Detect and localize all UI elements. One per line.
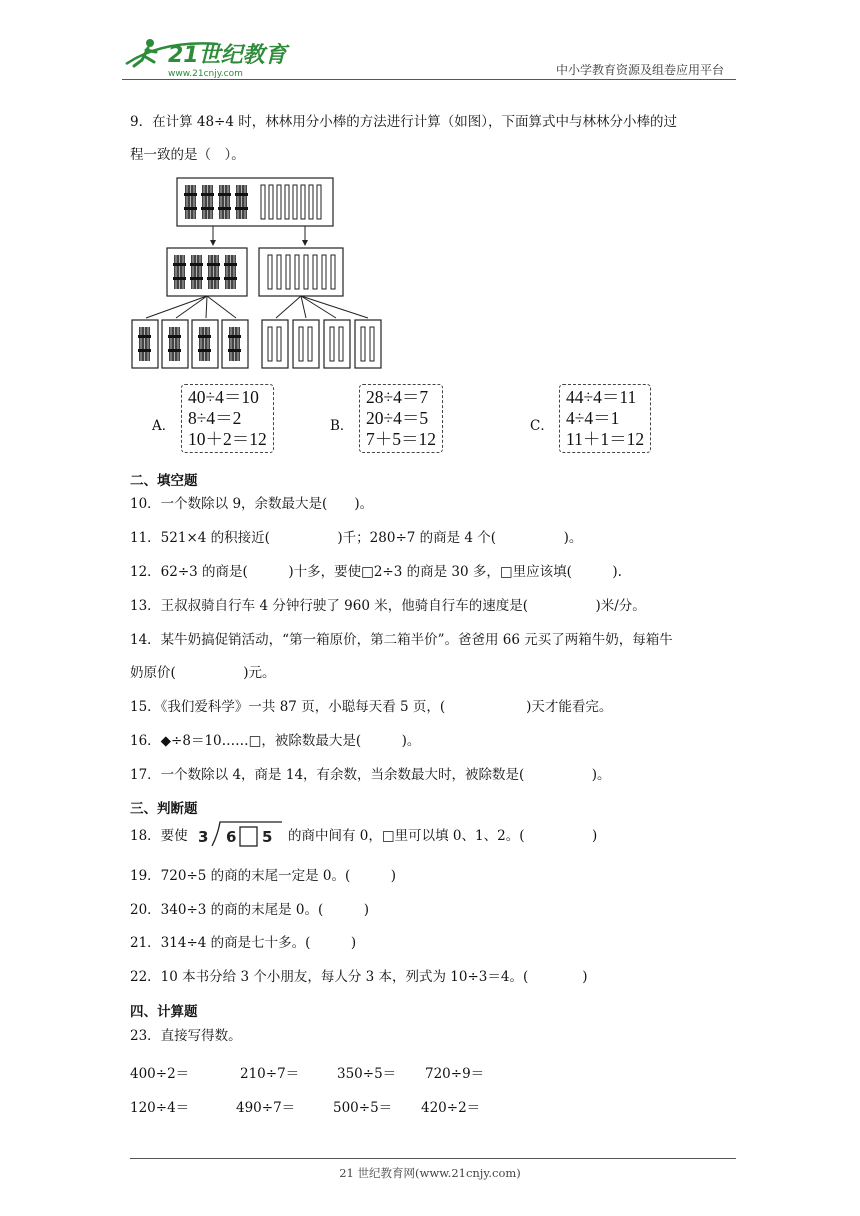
q17: 17．一个数除以 4，商是 14，有余数，当余数最大时，被除数是( )。	[130, 767, 611, 783]
option-b-letter[interactable]: B．	[330, 418, 354, 434]
ld-divisor: 3	[198, 828, 209, 846]
q14-line2: 奶原价( )元。	[130, 665, 276, 681]
calc-r1-c2: 210÷7＝	[240, 1066, 300, 1082]
q20: 20．340÷3 的商的末尾是 0。( )	[130, 902, 370, 918]
q19: 19．720÷5 的商的末尾一定是 0。( )	[130, 868, 397, 884]
option-b-box[interactable]	[359, 384, 443, 453]
q16: 16．◆÷8＝10……□，被除数最大是( )。	[130, 733, 421, 749]
option-b-eq1: 28÷4＝7	[366, 387, 429, 407]
q23-title: 23．直接写得数。	[130, 1028, 242, 1044]
option-b-eq3: 7＋5＝12	[366, 429, 436, 449]
q18-prefix: 18．要使	[130, 828, 188, 844]
q14-line1: 14．某牛奶搞促销活动，“第一箱原价，第二箱半价”。爸爸用 66 元买了两箱牛奶，每箱牛	[130, 632, 673, 648]
option-a-eq1: 40÷4＝10	[188, 387, 259, 407]
logo-text: 21世纪教育	[168, 43, 287, 68]
header-platform-text: 中小学教育资源及组卷应用平台	[555, 63, 724, 77]
q21: 21．314÷4 的商是七十多。( )	[130, 935, 357, 951]
q22: 22．10 本书分给 3 个小朋友，每人分 3 本，列式为 10÷3＝4。( )	[130, 969, 588, 985]
option-c-box[interactable]	[559, 384, 651, 453]
option-c-eq1: 44÷4＝11	[566, 387, 637, 407]
option-b-eq2: 20÷4＝5	[366, 408, 429, 428]
option-a-eq3: 10＋2＝12	[188, 429, 267, 449]
ld-digit-3: 5	[262, 828, 273, 846]
calc-r2-c1: 120÷4＝	[130, 1100, 190, 1116]
stick-division-figure	[130, 174, 386, 372]
q10: 10．一个数除以 9，余数最大是( )。	[130, 496, 374, 512]
footer-divider	[130, 1158, 736, 1159]
option-a-eq2: 8÷4＝2	[188, 408, 242, 428]
logo-url: www.21cnjy.com	[168, 69, 243, 79]
footer-text[interactable]: 21 世纪教育网(www.21cnjy.com)	[339, 1166, 521, 1180]
option-a-box[interactable]	[181, 384, 274, 453]
calc-r1-c4: 720÷9＝	[425, 1066, 485, 1082]
q13: 13．王叔叔骑自行车 4 分钟行驶了 960 米，他骑自行车的速度是( )米/分。	[130, 598, 646, 614]
section-calc-title: 四、计算题	[130, 1004, 198, 1020]
option-a-letter[interactable]: A．	[152, 418, 176, 434]
q15: 15．《我们爱科学》一共 87 页，小聪每天看 5 页，( )天才能看完。	[130, 699, 613, 715]
option-c-letter[interactable]: C．	[530, 418, 554, 434]
section-judge-title: 三、判断题	[130, 801, 198, 817]
option-c-eq3: 11＋1＝12	[566, 429, 645, 449]
q9-line2: 程一致的是（ ）。	[130, 147, 245, 163]
calc-r1-c1: 400÷2＝	[130, 1066, 190, 1082]
q18-suffix: 的商中间有 0，□里可以填 0、1、2。( )	[288, 828, 598, 844]
calc-r2-c2: 490÷7＝	[236, 1100, 296, 1116]
calc-r2-c4: 420÷2＝	[421, 1100, 481, 1116]
calc-r2-c3: 500÷5＝	[333, 1100, 393, 1116]
site-logo	[122, 34, 292, 80]
header-divider	[122, 79, 736, 80]
option-c-eq2: 4÷4＝1	[566, 408, 620, 428]
section-fill-title: 二、填空题	[130, 473, 198, 489]
q12: 12．62÷3 的商是( )十多，要使□2÷3 的商是 30 多，□里应该填( ).	[130, 564, 622, 580]
ld-blank-box[interactable]	[240, 827, 257, 846]
long-division-figure	[196, 818, 286, 850]
q11: 11．521×4 的积接近( )千；280÷7 的商是 4 个( )。	[130, 530, 583, 546]
ld-digit-1: 6	[226, 828, 237, 846]
calc-r1-c3: 350÷5＝	[337, 1066, 397, 1082]
q9-line1: 9．在计算 48÷4 时，林林用分小棒的方法进行计算（如图），下面算式中与林林分小棒的过	[130, 114, 677, 130]
